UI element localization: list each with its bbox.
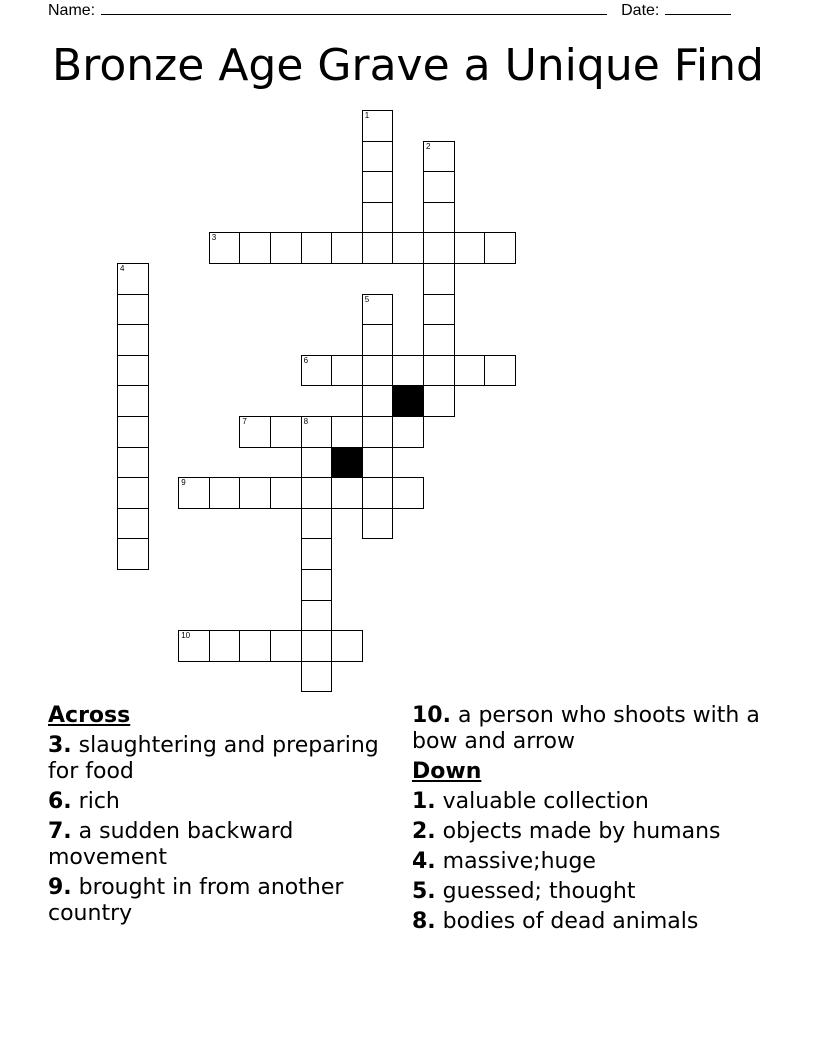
grid-cell[interactable]: [117, 477, 149, 509]
grid-cell[interactable]: [270, 416, 302, 448]
clue-text: guessed; thought: [435, 879, 636, 904]
clue-down-1: [412, 789, 767, 815]
page-title: Bronze Age Grave a Unique Find: [52, 40, 764, 91]
clue-number-label: 10: [181, 631, 191, 641]
grid-cell[interactable]: [331, 630, 363, 662]
grid-cell[interactable]: [362, 141, 394, 173]
grid-cell[interactable]: [301, 355, 333, 387]
grid-cell[interactable]: [362, 110, 394, 142]
grid-cell[interactable]: [423, 355, 455, 387]
grid-block: [392, 385, 424, 417]
clue-number: 2.: [412, 819, 436, 844]
grid-cell[interactable]: [301, 538, 333, 570]
clue-number: 10.: [412, 703, 451, 728]
grid-cell[interactable]: [301, 416, 333, 448]
grid-cell[interactable]: [117, 324, 149, 356]
clue-number-label: 8: [303, 417, 309, 426]
date-label: Date:: [621, 2, 660, 19]
grid-block: [331, 447, 363, 479]
grid-cell[interactable]: [270, 477, 302, 509]
clues-left-column: [48, 703, 403, 931]
clue-number-label: 1: [364, 111, 370, 120]
grid-cell[interactable]: [301, 630, 333, 662]
clue-number: 7.: [48, 819, 72, 844]
clue-number-label: 6: [303, 355, 309, 365]
clue-across-10: [412, 703, 767, 755]
grid-cell[interactable]: [117, 508, 149, 540]
clue-text: brought in from another country: [48, 875, 344, 926]
clue-number-label: 7: [242, 417, 247, 426]
grid-cell[interactable]: [301, 232, 333, 264]
grid-cell[interactable]: [362, 508, 394, 540]
grid-cell[interactable]: [301, 477, 333, 509]
grid-cell[interactable]: [239, 630, 271, 662]
grid-cell[interactable]: [301, 569, 333, 601]
grid-cell[interactable]: [423, 232, 455, 264]
grid-cell[interactable]: [117, 294, 149, 326]
grid-cell[interactable]: [117, 447, 149, 479]
clue-number-label: 4: [120, 264, 125, 273]
clue-text: objects made by humans: [435, 819, 721, 844]
grid-cell[interactable]: [270, 232, 302, 264]
grid-cell[interactable]: [331, 477, 363, 509]
grid-cell[interactable]: [362, 355, 394, 387]
grid-cell[interactable]: [484, 232, 516, 264]
grid-cell[interactable]: [423, 202, 455, 234]
clue-across-9: [48, 875, 403, 927]
grid-cell[interactable]: [239, 416, 271, 448]
clue-number-label: 3: [211, 233, 217, 243]
grid-cell[interactable]: [117, 416, 149, 448]
clue-text: valuable collection: [435, 789, 649, 814]
grid-cell[interactable]: [178, 477, 210, 509]
grid-cell[interactable]: [301, 447, 333, 479]
grid-cell[interactable]: [392, 477, 424, 509]
grid-cell[interactable]: [209, 477, 241, 509]
grid-cell[interactable]: [484, 355, 516, 387]
clue-text: slaughtering and preparing for food: [48, 733, 379, 784]
grid-cell[interactable]: [423, 141, 455, 173]
grid-cell[interactable]: [362, 202, 394, 234]
grid-cell[interactable]: [362, 171, 394, 203]
clue-number: 9.: [48, 875, 72, 900]
clue-text: a person who shoots with a bow and arrow: [412, 703, 760, 754]
grid-cell[interactable]: [331, 232, 363, 264]
clue-number: 5.: [412, 879, 436, 904]
grid-cell[interactable]: [423, 324, 455, 356]
clue-number-label: 9: [181, 478, 186, 488]
clue-across-3: [48, 733, 403, 785]
grid-cell[interactable]: [392, 355, 424, 387]
grid-cell[interactable]: [362, 447, 394, 479]
grid-cell[interactable]: [239, 477, 271, 509]
clue-down-5: [412, 879, 767, 905]
grid-cell[interactable]: [301, 508, 333, 540]
clue-number: 8.: [412, 909, 436, 934]
name-label: Name:: [48, 2, 96, 19]
clue-number: 3.: [48, 733, 72, 758]
clue-number-label: 2: [426, 141, 431, 151]
grid-cell[interactable]: [392, 232, 424, 264]
grid-cell[interactable]: [423, 263, 455, 295]
clue-down-2: [412, 819, 767, 845]
clue-text: rich: [71, 789, 120, 814]
grid-cell[interactable]: [301, 661, 333, 693]
grid-cell[interactable]: [362, 416, 394, 448]
clue-down-8: [412, 909, 767, 935]
clue-number: 4.: [412, 849, 436, 874]
grid-cell[interactable]: [117, 263, 149, 295]
grid-cell[interactable]: [117, 385, 149, 417]
across-heading: Across: [48, 703, 131, 728]
clue-text: a sudden backward movement: [48, 819, 294, 870]
grid-cell[interactable]: [270, 630, 302, 662]
grid-cell[interactable]: [362, 477, 394, 509]
grid-cell[interactable]: [178, 630, 210, 662]
grid-cell[interactable]: [301, 600, 333, 632]
grid-cell[interactable]: [362, 232, 394, 264]
grid-cell[interactable]: [209, 630, 241, 662]
grid-cell[interactable]: [239, 232, 271, 264]
clue-number: 1.: [412, 789, 436, 814]
grid-cell[interactable]: [209, 232, 241, 264]
clue-down-4: [412, 849, 767, 875]
grid-cell[interactable]: [362, 294, 394, 326]
grid-cell[interactable]: [117, 538, 149, 570]
clue-across-7: [48, 819, 403, 871]
grid-cell[interactable]: [423, 385, 455, 417]
clue-number: 6.: [48, 789, 72, 814]
grid-cell[interactable]: [362, 385, 394, 417]
grid-cell[interactable]: [423, 294, 455, 326]
grid-cell[interactable]: [454, 355, 486, 387]
grid-cell[interactable]: [331, 416, 363, 448]
grid-cell[interactable]: [392, 416, 424, 448]
clues-right-column: [412, 703, 767, 939]
clue-across-6: [48, 789, 403, 815]
grid-cell[interactable]: [362, 324, 394, 356]
grid-cell[interactable]: [423, 171, 455, 203]
grid-cell[interactable]: [454, 232, 486, 264]
grid-cell[interactable]: [331, 355, 363, 387]
down-heading: Down: [412, 759, 482, 784]
grid-cell[interactable]: [117, 355, 149, 387]
clue-text: massive;huge: [435, 849, 596, 874]
clue-text: bodies of dead animals: [435, 909, 699, 934]
clue-number-label: 5: [364, 294, 370, 304]
